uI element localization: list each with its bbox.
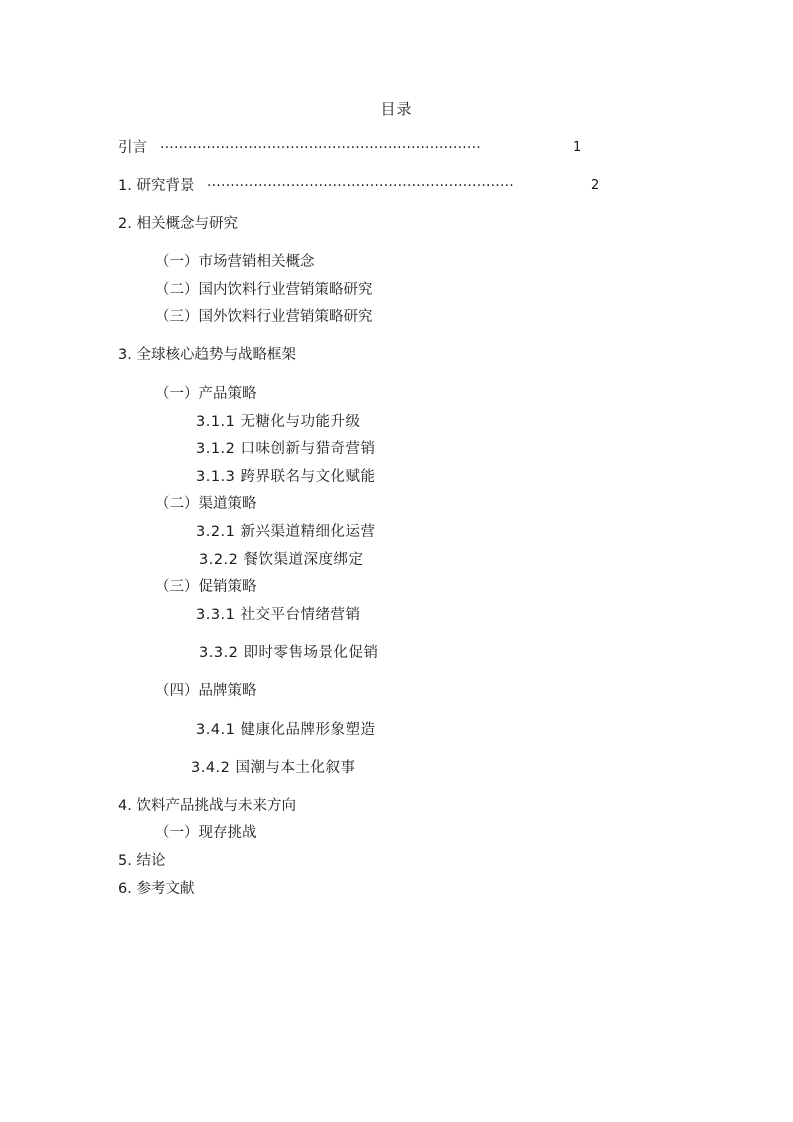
toc-leader-dots: ·····································································: [160, 140, 481, 156]
toc-entry-section-3-4-1[interactable]: 3.4.1 健康化品牌形象塑造: [196, 722, 376, 738]
toc-leader-dots: ··································································: [207, 178, 514, 194]
toc-entry-section-2-1[interactable]: （一）市场营销相关概念: [155, 254, 315, 270]
toc-entry-section-2[interactable]: 2. 相关概念与研究: [118, 216, 238, 232]
toc-entry-section-3-1-3[interactable]: 3.1.3 跨界联名与文化赋能: [196, 469, 376, 485]
toc-entry-section-3-3[interactable]: （三）促销策略: [155, 579, 257, 595]
toc-entry-section-1[interactable]: 1. 研究背景: [118, 178, 195, 194]
toc-entry-section-4[interactable]: 4. 饮料产品挑战与未来方向: [118, 798, 296, 814]
toc-entry-section-3[interactable]: 3. 全球核心趋势与战略框架: [118, 347, 296, 363]
toc-title: 目录: [380, 100, 413, 118]
toc-page-number: 2: [591, 178, 600, 193]
toc-entry-section-2-3[interactable]: （三）国外饮料行业营销策略研究: [155, 309, 373, 325]
toc-entry-section-3-1-1[interactable]: 3.1.1 无糖化与功能升级: [196, 414, 361, 430]
toc-entry-section-4-1[interactable]: （一）现存挑战: [155, 825, 257, 841]
toc-entry-section-2-2[interactable]: （二）国内饮料行业营销策略研究: [155, 282, 373, 298]
toc-entry-intro[interactable]: 引言: [118, 140, 147, 156]
toc-entry-section-3-1-2[interactable]: 3.1.2 口味创新与猎奇营销: [196, 441, 376, 457]
toc-entry-section-3-1[interactable]: （一）产品策略: [155, 386, 257, 402]
toc-entry-section-5[interactable]: 5. 结论: [118, 853, 166, 869]
toc-entry-section-3-2-2[interactable]: 3.2.2 餐饮渠道深度绑定: [199, 552, 364, 568]
toc-entry-section-3-2-1[interactable]: 3.2.1 新兴渠道精细化运营: [196, 524, 376, 540]
toc-entry-section-3-2[interactable]: （二）渠道策略: [155, 496, 257, 512]
toc-entry-section-6[interactable]: 6. 参考文献: [118, 881, 195, 897]
toc-entry-section-3-3-2[interactable]: 3.3.2 即时零售场景化促销: [199, 645, 379, 661]
toc-entry-section-3-4-2[interactable]: 3.4.2 国潮与本土化叙事: [191, 760, 356, 776]
toc-page-number: 1: [573, 140, 582, 155]
toc-entry-section-3-3-1[interactable]: 3.3.1 社交平台情绪营销: [196, 607, 361, 623]
toc-entry-section-3-4[interactable]: （四）品牌策略: [155, 683, 257, 699]
